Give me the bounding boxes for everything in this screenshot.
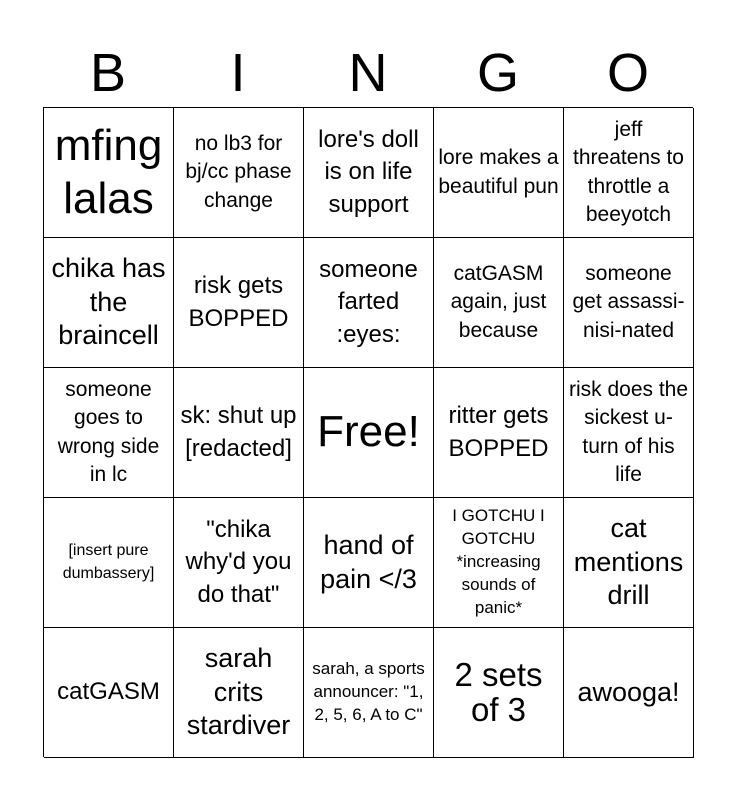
header-letter-i: I (230, 43, 246, 103)
bingo-cell[interactable]: someone get assassi-nisi-nated (564, 238, 694, 368)
bingo-cell[interactable]: mfing lalas (44, 108, 174, 238)
bingo-cell[interactable]: "chika why'd you do that" (174, 498, 304, 628)
bingo-cell[interactable]: sarah crits stardiver (174, 628, 304, 758)
bingo-cell[interactable]: risk gets BOPPED (174, 238, 304, 368)
bingo-cell[interactable]: awooga! (564, 628, 694, 758)
header-letter-n: N (348, 43, 388, 103)
bingo-cell[interactable]: risk does the sickest u-turn of his life (564, 368, 694, 498)
bingo-cell[interactable]: chika has the braincell (44, 238, 174, 368)
bingo-cell[interactable]: someone goes to wrong side in lc (44, 368, 174, 498)
bingo-cell[interactable]: sarah, a sports announcer: "1, 2, 5, 6, A to C" (304, 628, 434, 758)
bingo-board (43, 107, 693, 757)
header-letter-b: B (89, 43, 127, 103)
bingo-cell[interactable]: cat mentions drill (564, 498, 694, 628)
bingo-cell[interactable]: sk: shut up [redacted] (174, 368, 304, 498)
bingo-cell[interactable]: someone farted :eyes: (304, 238, 434, 368)
bingo-cell[interactable]: lore makes a beautiful pun (434, 108, 564, 238)
bingo-cell[interactable]: lore's doll is on life support (304, 108, 434, 238)
header-letter-o: O (606, 43, 649, 103)
bingo-cell[interactable]: no lb3 for bj/cc phase change (174, 108, 304, 238)
bingo-cell[interactable]: I GOTCHU I GOTCHU *increasing sounds of panic* (434, 498, 564, 628)
bingo-cell[interactable]: catGASM again, just because (434, 238, 564, 368)
bingo-cell[interactable]: hand of pain </3 (304, 498, 434, 628)
bingo-cell[interactable]: [insert pure dumbassery] (44, 498, 174, 628)
bingo-cell[interactable]: catGASM (44, 628, 174, 758)
header-letter-g: G (476, 43, 519, 103)
bingo-cell[interactable]: 2 sets of 3 (434, 628, 564, 758)
bingo-header (43, 40, 693, 106)
bingo-cell[interactable]: jeff threatens to throttle a beeyotch (564, 108, 694, 238)
bingo-cell-free[interactable]: Free! (304, 368, 434, 498)
bingo-cell[interactable]: ritter gets BOPPED (434, 368, 564, 498)
